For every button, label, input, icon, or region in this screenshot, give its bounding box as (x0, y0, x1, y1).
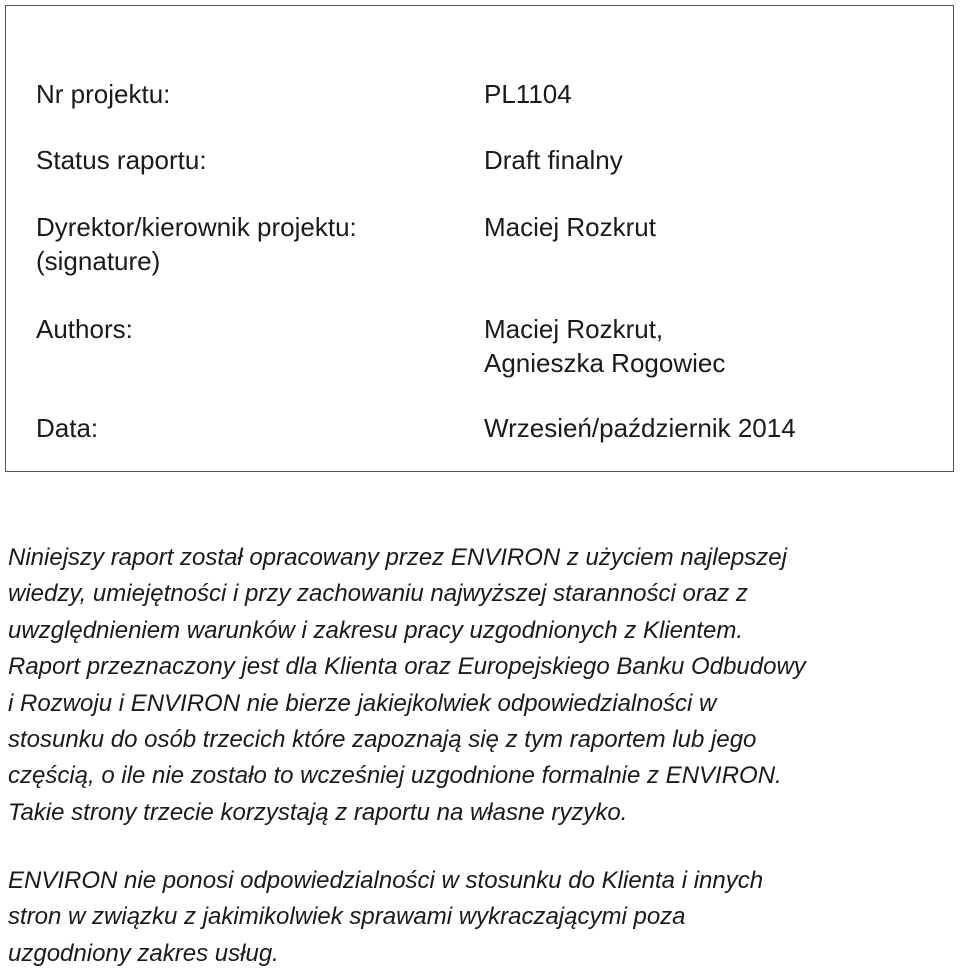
disclaimer-line: Takie strony trzecie korzystają z raportu na własne ryzyko. (8, 798, 628, 826)
date-value: Wrzesień/październik 2014 (484, 413, 796, 443)
authors-value (484, 312, 944, 380)
project-director-value: Maciej Rozkrut (484, 212, 656, 242)
disclaimer-line: wiedzy, umiejętności i przy zachowaniu najwyższej staranności oraz z (8, 580, 748, 608)
disclaimer-line: stron w związku z jakimikolwiek sprawami wykraczającymi poza (8, 903, 686, 931)
project-number-label: Nr projektu: (36, 79, 171, 109)
project-director-label-line2: (signature) (36, 246, 161, 276)
disclaimer-line: Niniejszy raport został opracowany przez ENVIRON z użyciem najlepszej (8, 544, 787, 571)
authors-label: Authors: (36, 314, 133, 344)
date-label: Data: (36, 413, 99, 443)
project-director-label (36, 210, 476, 278)
report-status-label: Status raportu: (36, 145, 207, 175)
disclaimer-line: i Rozwoju i ENVIRON nie bierze jakiejkolwiek odpowiedzialności w (8, 689, 717, 717)
disclaimer-line: stosunku do osób trzecich które zapoznają się z tym raportem lub jego (8, 726, 757, 754)
authors-value-line1: Maciej Rozkrut, (484, 314, 664, 344)
authors-value-line2: Agnieszka Rogowiec (484, 348, 726, 378)
disclaimer-paragraph-2 (8, 863, 953, 972)
disclaimer-line: częścią, o ile nie zostało to wcześniej uzgodnione formalnie z ENVIRON. (8, 762, 782, 790)
disclaimer-line: uwzględnieniem warunków i zakresu pracy uzgodnionych z Klientem. (8, 616, 744, 644)
report-status-value: Draft finalny (484, 145, 623, 175)
disclaimer-paragraph-1 (8, 540, 953, 831)
project-director-label-line1: Dyrektor/kierownik projektu: (36, 212, 357, 242)
disclaimer-line: ENVIRON nie ponosi odpowiedzialności w stosunku do Klienta i innych (8, 867, 764, 894)
disclaimer-line: uzgodniony zakres usług. (8, 939, 279, 967)
project-info-box (5, 5, 954, 472)
disclaimer-line: Raport przeznaczony jest dla Klienta oraz Europejskiego Banku Odbudowy (8, 653, 806, 681)
project-number-value: PL1104 (484, 79, 572, 109)
